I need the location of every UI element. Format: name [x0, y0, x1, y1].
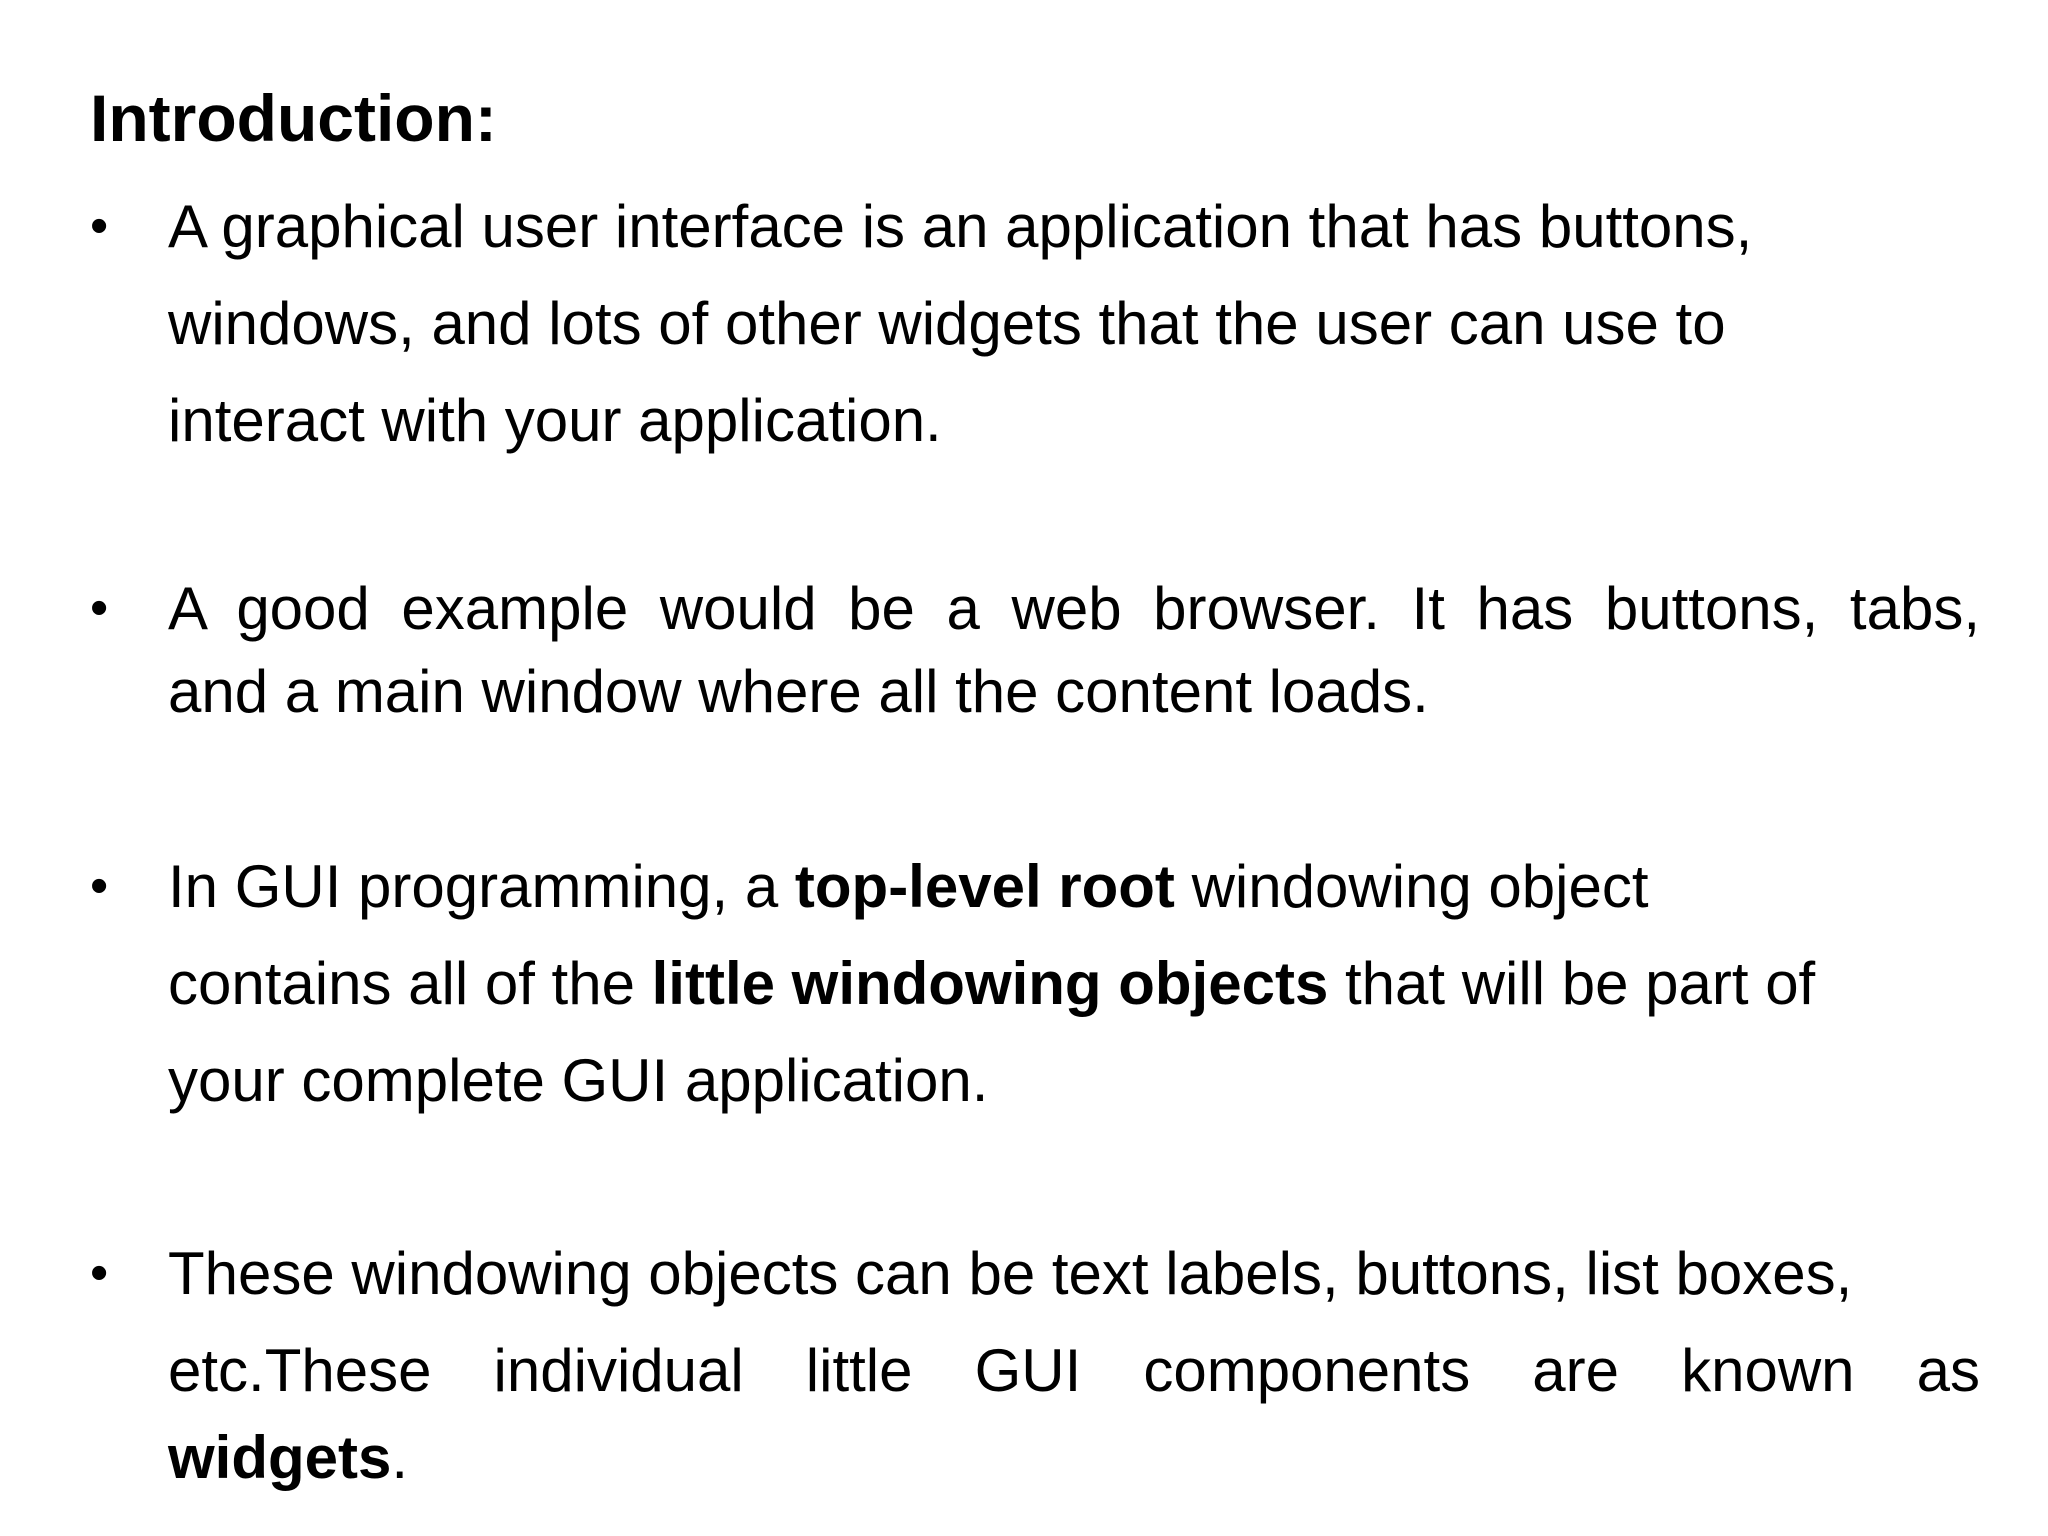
bullet-text	[168, 567, 1980, 733]
bullet-line: These windowing objects can be text labels, buttons, list boxes,	[168, 1240, 1853, 1307]
bullet-line	[168, 838, 1980, 935]
bullet-line	[168, 1419, 1980, 1497]
bullet-line	[168, 935, 1980, 1032]
bullet-text	[168, 1225, 1980, 1497]
bold-term-little-windowing-objects: little windowing objects	[651, 950, 1329, 1017]
bullet-item	[90, 1225, 1980, 1497]
bullet-line: etc.These individual little GUI components are known as	[168, 1337, 1980, 1404]
bold-term-widgets: widgets	[168, 1424, 392, 1491]
bullet-text-run: windowing object	[1174, 853, 1649, 920]
bullet-text-run: .	[391, 1424, 409, 1491]
bullet-text-run: contains all of the	[168, 950, 652, 1017]
bold-term-top-level-root: top-level root	[794, 853, 1175, 920]
bullet-text-run: In GUI programming, a	[168, 853, 795, 920]
bullet-item	[90, 567, 1980, 733]
bullet-line: interact with your application.	[168, 387, 942, 454]
bullet-text	[168, 838, 1980, 1129]
bullet-icon: •	[90, 579, 109, 637]
bullet-icon: •	[90, 857, 109, 915]
bullet-icon: •	[90, 197, 109, 255]
bullet-text	[168, 178, 1980, 469]
slide-title: Introduction:	[90, 81, 497, 155]
bullet-item	[90, 838, 1980, 1129]
bullet-line: and a main window where all the content loads.	[168, 658, 1429, 725]
bullet-line: your complete GUI application.	[168, 1047, 989, 1114]
bullet-line: A graphical user interface is an application that has buttons,	[168, 193, 1753, 260]
bullet-text-run: that will be part of	[1328, 950, 1816, 1017]
bullet-line: windows, and lots of other widgets that the user can use to	[168, 290, 1726, 357]
bullet-item	[90, 178, 1980, 469]
bullet-icon: •	[90, 1244, 109, 1302]
bullet-line: A good example would be a web browser. It has buttons, tabs,	[168, 575, 1980, 642]
